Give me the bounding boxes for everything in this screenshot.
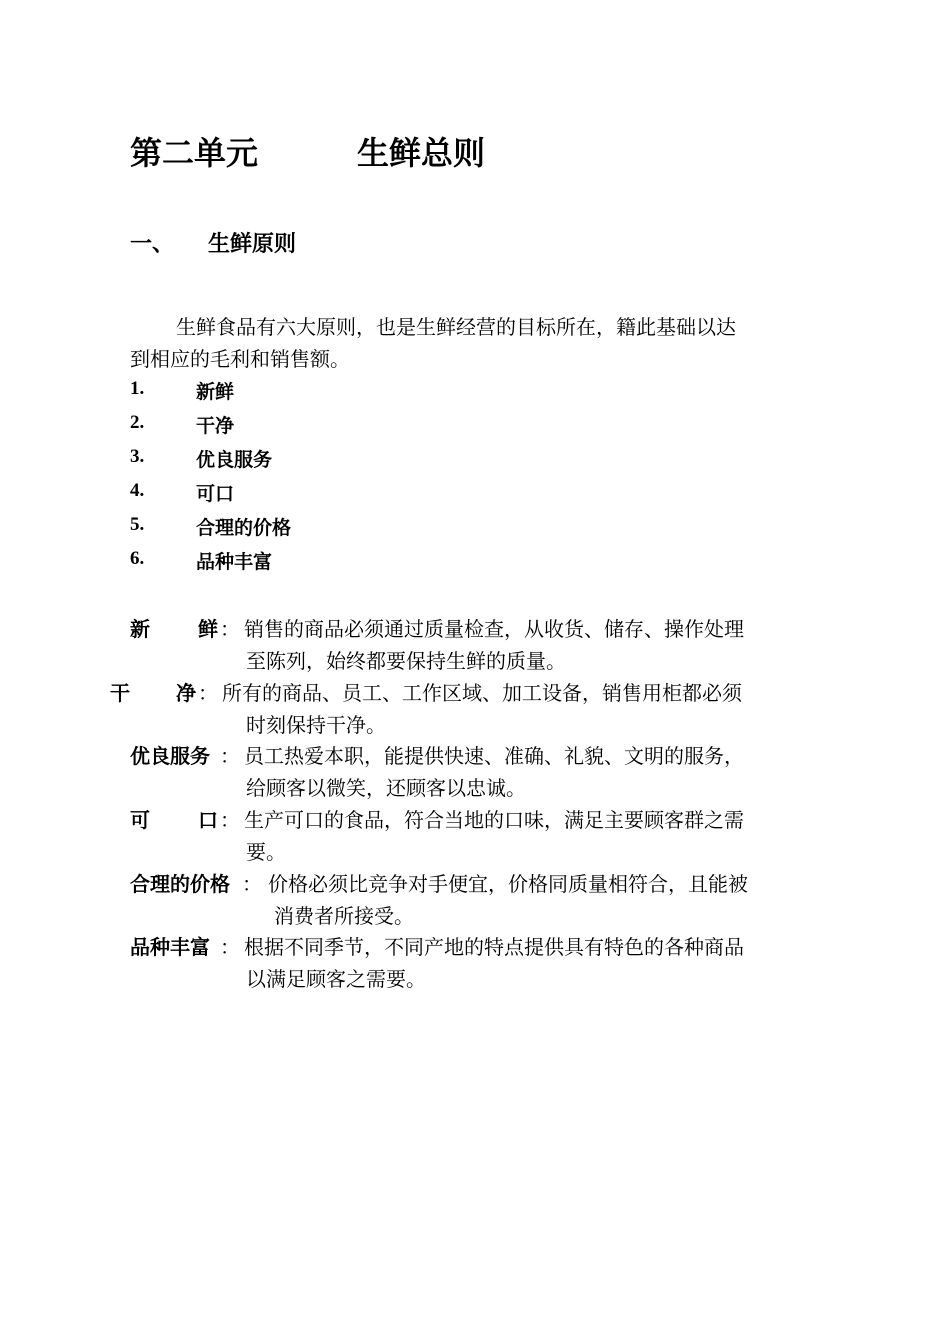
definition-colon: ： — [220, 617, 240, 641]
definition-text-line-2: 要。 — [246, 840, 286, 864]
list-item-label: 可口 — [196, 483, 235, 505]
list-item-number: 4. — [130, 480, 145, 501]
definition-text-line-1: 员工热爱本职，能提供快速、准确、礼貌、文明的服务， — [244, 744, 744, 768]
definition-text-line-1: 所有的商品、员工、工作区域、加工设备，销售用柜都必须 — [222, 681, 742, 705]
definition-colon: ： — [198, 681, 218, 705]
list-item-number: 3. — [130, 446, 145, 467]
definition-term: 合理的价格 — [130, 872, 230, 896]
intro-line-1: 生鲜食品有六大原则，也是生鲜经营的目标所在，籍此基础以达 — [176, 315, 736, 339]
intro-line-2: 到相应的毛利和销售额。 — [130, 347, 350, 371]
definition-text-line-1: 价格必须比竞争对手便宜，价格同质量相符合，且能被 — [268, 872, 748, 896]
definition-text-line-1: 生产可口的食品，符合当地的口味，满足主要顾客群之需 — [244, 808, 744, 832]
definition-term: 干 — [110, 681, 130, 705]
definition-colon: ： — [220, 744, 240, 768]
unit-number: 第二单元 — [130, 134, 259, 172]
definition-colon: ： — [220, 935, 240, 959]
definition-text-line-1: 销售的商品必须通过质量检查，从收货、储存、操作处理 — [244, 617, 744, 641]
list-item-label: 干净 — [196, 415, 235, 437]
definition-term: 口 — [198, 808, 218, 832]
list-item-label: 合理的价格 — [196, 517, 292, 539]
unit-title: 生鲜总则 — [357, 134, 486, 172]
section-title: 生鲜原则 — [208, 232, 297, 257]
definition-term: 新 — [130, 617, 150, 641]
definition-text-line-2: 消费者所接受。 — [274, 904, 414, 928]
definition-term: 可 — [130, 808, 150, 832]
definition-text-line-2: 至陈列，始终都要保持生鲜的质量。 — [246, 649, 566, 673]
list-item-number: 2. — [130, 412, 145, 433]
list-item-label: 品种丰富 — [196, 551, 273, 573]
definition-text-line-1: 根据不同季节，不同产地的特点提供具有特色的各种商品 — [244, 935, 744, 959]
list-item-number: 6. — [130, 548, 145, 569]
definition-colon: ： — [242, 872, 262, 896]
definition-term: 优良服务 — [130, 744, 210, 768]
definition-text-line-2: 给顾客以微笑，还顾客以忠诚。 — [246, 776, 526, 800]
definition-text-line-2: 以满足顾客之需要。 — [246, 967, 426, 991]
section-number: 一、 — [130, 232, 175, 257]
list-item-label: 优良服务 — [196, 449, 273, 471]
list-item-label: 新鲜 — [196, 381, 235, 403]
list-item-number: 1. — [130, 378, 145, 399]
list-item-number: 5. — [130, 514, 145, 535]
definition-term: 品种丰富 — [130, 935, 210, 959]
definition-colon: ： — [220, 808, 240, 832]
definition-text-line-2: 时刻保持干净。 — [246, 713, 386, 737]
definition-term: 净 — [176, 681, 196, 705]
definition-term: 鲜 — [198, 617, 218, 641]
